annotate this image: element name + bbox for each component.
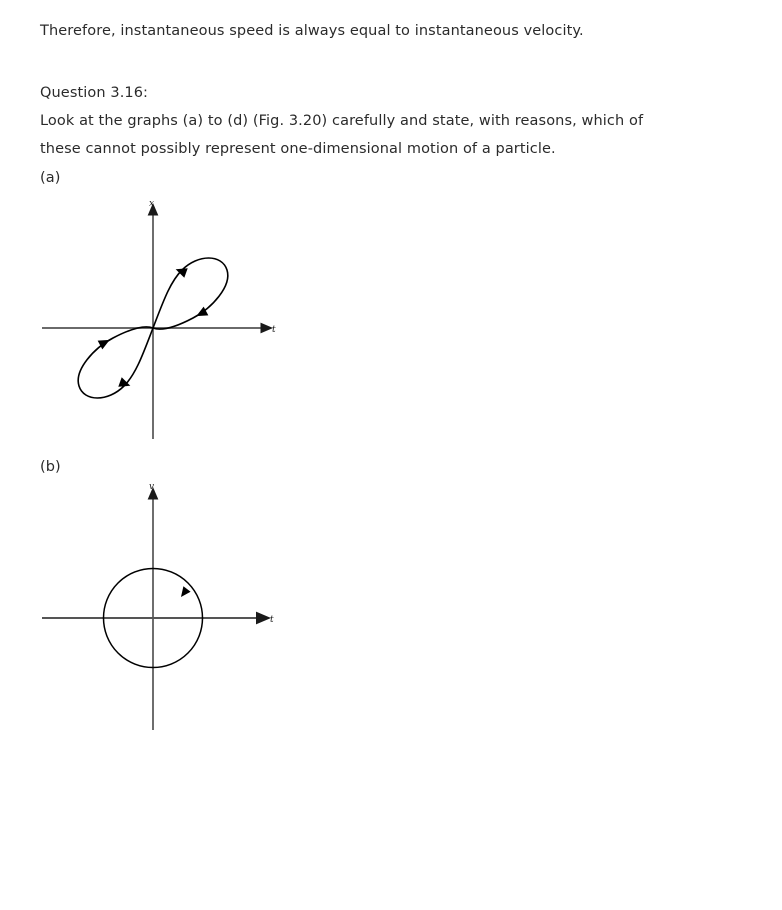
figure-eight-lower-loop	[78, 327, 153, 398]
vertical-axis-label-b: v	[149, 482, 155, 492]
figure-label-a: (a)	[40, 170, 61, 186]
question-number: Question 3.16:	[40, 85, 149, 101]
figure-label-b: (b)	[40, 459, 61, 475]
figure-b-plot	[30, 472, 310, 737]
question-prompt-line-1: Look at the graphs (a) to (d) (Fig. 3.20) carefully and state, with reasons, which of	[40, 113, 644, 129]
question-prompt-line-2: these cannot possibly represent one-dimensional motion of a particle.	[40, 141, 556, 157]
direction-arrow-circle	[177, 586, 190, 599]
figure-b	[30, 472, 310, 737]
intro-line: Therefore, instantaneous speed is always equal to instantaneous velocity.	[40, 23, 584, 39]
figure-a	[30, 190, 310, 450]
figure-a-plot	[30, 190, 310, 450]
horizontal-axis-label-b: t	[270, 615, 274, 625]
vertical-axis-label-a: x	[149, 199, 155, 209]
horizontal-axis-label-a: t	[272, 325, 276, 335]
figure-eight-upper-loop	[153, 258, 228, 329]
